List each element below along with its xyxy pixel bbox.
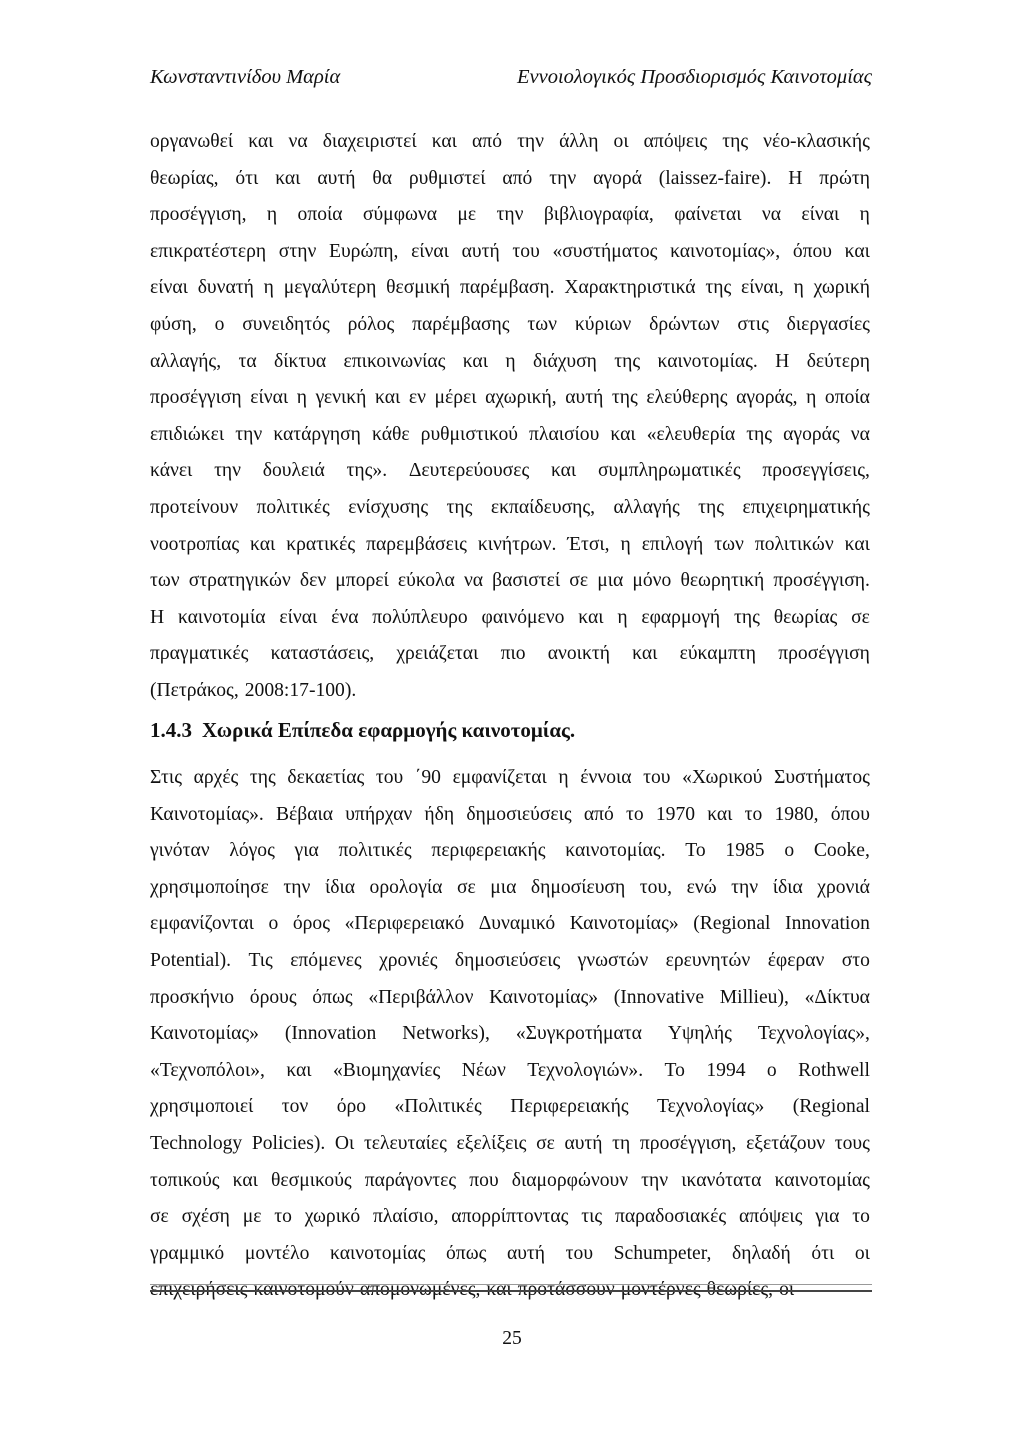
text-line: των στρατηγικών δεν μπορεί εύκολα να βασιστεί σε μια μόνο θεωρητική προσέγγιση.	[150, 570, 870, 592]
text-line: κάνει την δουλειά της». Δευτερεύουσες και συμπληρωματικές προσεγγίσεις,	[150, 460, 870, 482]
text-line: προσέγγιση, η οποία σύμφωνα με την βιβλιογραφία, φαίνεται να είναι η	[150, 204, 870, 226]
text-line: Potential). Τις επόμενες χρονιές δημοσιεύσεις γνωστών ερευνητών έφεραν στο	[150, 949, 870, 971]
text-line: προσκήνιο όρους όπως «Περιβάλλον Καινοτομίας» (Innovative Millieu), «Δίκτυα	[150, 986, 870, 1008]
text-line: προσέγγιση είναι η γενική και εν μέρει αχωρική, αυτή της ελεύθερης αγοράς, η οποία	[150, 387, 870, 409]
paragraph-1	[150, 124, 870, 710]
text-line: αλλαγής, τα δίκτυα επικοινωνίας και η διάχυση της καινοτομίας. Η δεύτερη	[150, 350, 870, 372]
footer-rule-thin	[150, 1284, 872, 1285]
text-line: (Πετράκος, 2008:17-100).	[150, 679, 357, 701]
text-line: νοοτροπίας και κρατικές παρεμβάσεις κινήτρων. Έτσι, η επιλογή των πολιτικών και	[150, 533, 870, 555]
text-line: είναι δυνατή η μεγαλύτερη θεσμική παρέμβαση. Χαρακτηριστικά της είναι, η χωρική	[150, 277, 870, 299]
footer-rule-thick	[150, 1290, 872, 1292]
text-line: επιδιώκει την κατάργηση κάθε ρυθμιστικού πλαισίου και «ελευθερία της αγοράς να	[150, 423, 870, 445]
text-line: σε σχέση με το χωρικό πλαίσιο, απορρίπτοντας τις παραδοσιακές απόψεις για το	[150, 1206, 870, 1228]
text-line: Καινοτομίας». Βέβαια υπήρχαν ήδη δημοσιεύσεις από το 1970 και το 1980, όπου	[150, 803, 870, 825]
text-line: χρησιμοποιεί τον όρο «Πολιτικές Περιφερειακής Τεχνολογίας» (Regional	[150, 1096, 870, 1118]
text-line: γραμμικό μοντέλο καινοτομίας όπως αυτή του Schumpeter, δηλαδή ότι οι	[150, 1242, 870, 1264]
paragraph-2	[150, 760, 870, 1309]
text-line: Technology Policies). Οι τελευταίες εξελίξεις σε αυτή τη προσέγγιση, εξετάζουν τους	[150, 1132, 870, 1154]
section-number: 1.4.3	[150, 718, 192, 742]
text-line: προτείνουν πολιτικές ενίσχυσης της εκπαίδευσης, αλλαγής της επιχειρηματικής	[150, 496, 870, 518]
section-heading	[150, 715, 575, 745]
text-line: φύση, ο συνειδητός ρόλος παρέμβασης των κύριων δρώντων στις διεργασίες	[150, 313, 870, 335]
text-line: «Τεχνοπόλοι», και «Βιομηχανίες Νέων Τεχνολογιών». Το 1994 ο Rothwell	[150, 1059, 870, 1081]
header-title: Εννοιολογικός Προσδιορισμός Καινοτομίας	[517, 66, 872, 88]
running-header	[150, 66, 872, 96]
header-author: Κωνσταντινίδου Μαρία	[150, 66, 341, 88]
section-title: Χωρικά Επίπεδα εφαρμογής καινοτομίας.	[202, 718, 576, 742]
text-line: γινόταν λόγος για πολιτικές περιφερειακής καινοτομίας. Το 1985 ο Cooke,	[150, 840, 870, 862]
text-line: επιχειρήσεις καινοτομούν απομονωμένες, και προτάσσουν μοντέρνες θεωρίες, οι	[150, 1279, 795, 1301]
text-line: επικρατέστερη στην Ευρώπη, είναι αυτή του «συστήματος καινοτομίας», όπου και	[150, 240, 870, 262]
text-line: τοπικούς και θεσμικούς παράγοντες που διαμορφώνουν την ικανότατα καινοτομίας	[150, 1169, 870, 1191]
text-line: Στις αρχές της δεκαετίας του ΄90 εμφανίζεται η έννοια του «Χωρικού Συστήματος	[150, 767, 870, 788]
text-line: οργανωθεί και να διαχειριστεί και από την άλλη οι απόψεις της νέο-κλασικής	[150, 131, 870, 152]
text-line: εμφανίζονται ο όρος «Περιφερειακό Δυναμικό Καινοτομίας» (Regional Innovation	[150, 913, 870, 935]
text-line: Καινοτομίας» (Innovation Networks), «Συγκροτήματα Υψηλής Τεχνολογίας»,	[150, 1023, 870, 1045]
text-line: θεωρίας, ότι και αυτή θα ρυθμιστεί από την αγορά (laissez-faire). Η πρώτη	[150, 167, 870, 189]
text-line: χρησιμοποίησε την ίδια ορολογία σε μια δημοσίευση του, ενώ την ίδια χρονιά	[150, 876, 870, 898]
text-line: πραγματικές καταστάσεις, χρειάζεται πιο ανοικτή και εύκαμπτη προσέγγιση	[150, 643, 870, 665]
text-line: Η καινοτομία είναι ένα πολύπλευρο φαινόμενο και η εφαρμογή της θεωρίας σε	[150, 606, 870, 628]
page-number: 25	[502, 1328, 522, 1349]
